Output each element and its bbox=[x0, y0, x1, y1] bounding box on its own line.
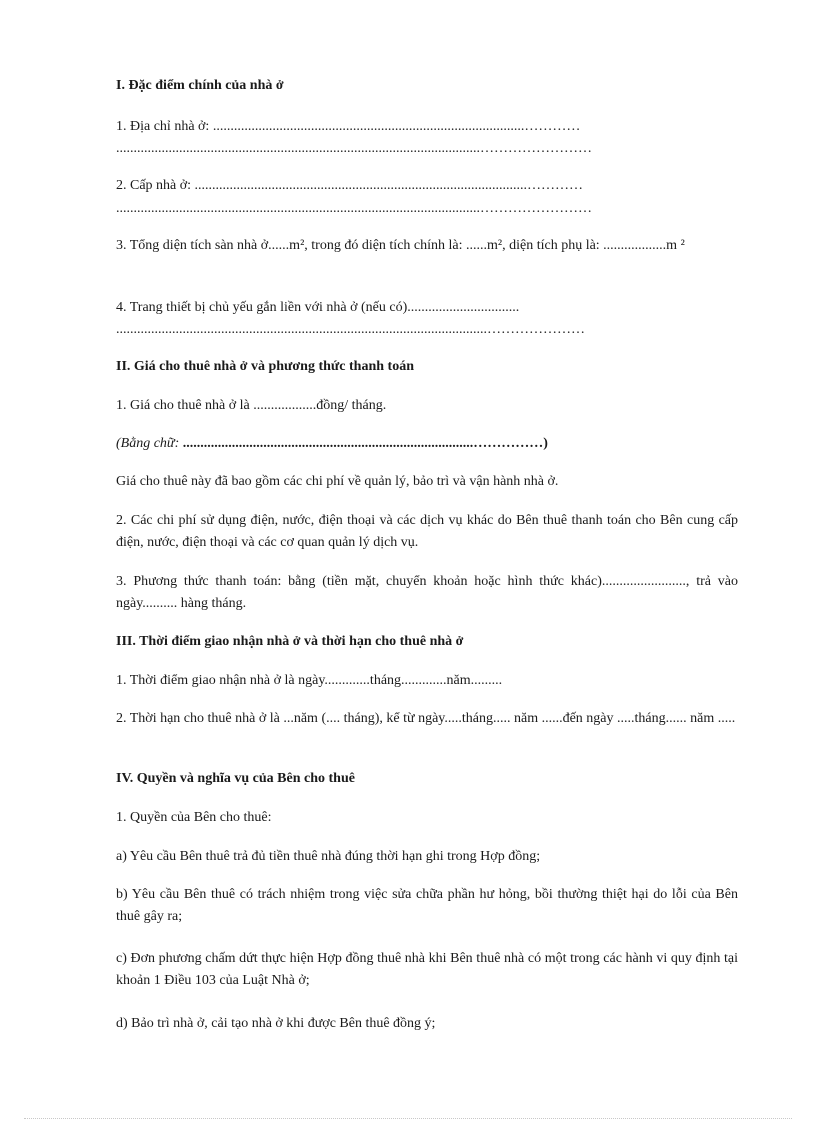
rent-in-words-line bbox=[116, 433, 738, 455]
equipment-line: 4. Trang thiết bị chủ yếu gắn liền với nhà ở (nếu có)................................ bbox=[116, 300, 520, 315]
page-bottom-divider bbox=[24, 1118, 792, 1119]
equipment-line-continued: ..........................................................................................................………………… bbox=[116, 322, 585, 337]
section-3-heading: III. Thời điểm giao nhận nhà ở và thời hạn cho thuê nhà ở bbox=[116, 634, 464, 649]
section-1-heading: I. Đặc điểm chính của nhà ở bbox=[116, 78, 284, 93]
address-line-continued: ........................................................................................................…………………… bbox=[116, 141, 592, 156]
section-4-heading: IV. Quyền và nghĩa vụ của Bên cho thuê bbox=[116, 771, 355, 786]
in-words-label: (Bằng chữ: bbox=[116, 436, 180, 451]
right-d-paragraph: d) Bảo trì nhà ở, cải tạo nhà ở khi được Bên thuê đồng ý; bbox=[116, 1016, 436, 1031]
house-grade-line-continued: ........................................................................................................…………………… bbox=[116, 201, 592, 216]
payment-method-paragraph: 3. Phương thức thanh toán: bằng (tiền mặt, chuyển khoản hoặc hình thức khác)........................, trả vào ngày.......... hàng tháng. bbox=[116, 574, 738, 611]
utility-costs-paragraph: 2. Các chi phí sử dụng điện, nước, điện thoại và các dịch vụ khác do Bên thuê thanh toán cho Bên cung cấp điện, nước, điện thoại và các cơ quan quản lý dịch vụ. bbox=[116, 513, 738, 550]
right-a-paragraph: a) Yêu cầu Bên thuê trả đủ tiền thuê nhà đúng thời hạn ghi trong Hợp đồng; bbox=[116, 849, 541, 864]
rent-inclusion-note: Giá cho thuê này đã bao gồm các chi phí về quản lý, bảo trì và vận hành nhà ở. bbox=[116, 474, 559, 489]
right-b-paragraph: b) Yêu cầu Bên thuê có trách nhiệm trong việc sửa chữa phần hư hỏng, bồi thường thiệt hại do lỗi của Bên thuê gây ra; bbox=[116, 887, 738, 924]
floor-area-paragraph: 3. Tổng diện tích sàn nhà ở......m², trong đó diện tích chính là: ......m², diện tích phụ là: ..................m ² bbox=[116, 238, 685, 253]
house-grade-line: 2. Cấp nhà ở: ...............................................................................................………… bbox=[116, 178, 584, 193]
address-line: 1. Địa chỉ nhà ở: .........................................................................................………… bbox=[116, 119, 581, 134]
lease-term-paragraph: 2. Thời hạn cho thuê nhà ở là ...năm (.... tháng), kể từ ngày.....tháng..... năm ......đến ngày .....tháng...... năm ..... bbox=[116, 711, 736, 726]
lessor-rights-line: 1. Quyền của Bên cho thuê: bbox=[116, 810, 272, 825]
right-c-paragraph: c) Đơn phương chấm dứt thực hiện Hợp đồng thuê nhà khi Bên thuê nhà có một trong các hành vi quy định tại khoản 1 Điều 103 của Luật Nhà ở; bbox=[116, 951, 738, 988]
rent-price-line: 1. Giá cho thuê nhà ở là ..................đồng/ tháng. bbox=[116, 398, 387, 413]
section-2-heading: II. Giá cho thuê nhà ở và phương thức thanh toán bbox=[116, 359, 414, 374]
handover-date-line: 1. Thời điểm giao nhận nhà ở là ngày.............tháng.............năm......... bbox=[116, 673, 503, 688]
in-words-fill: ...................................................................................……………) bbox=[179, 436, 548, 451]
